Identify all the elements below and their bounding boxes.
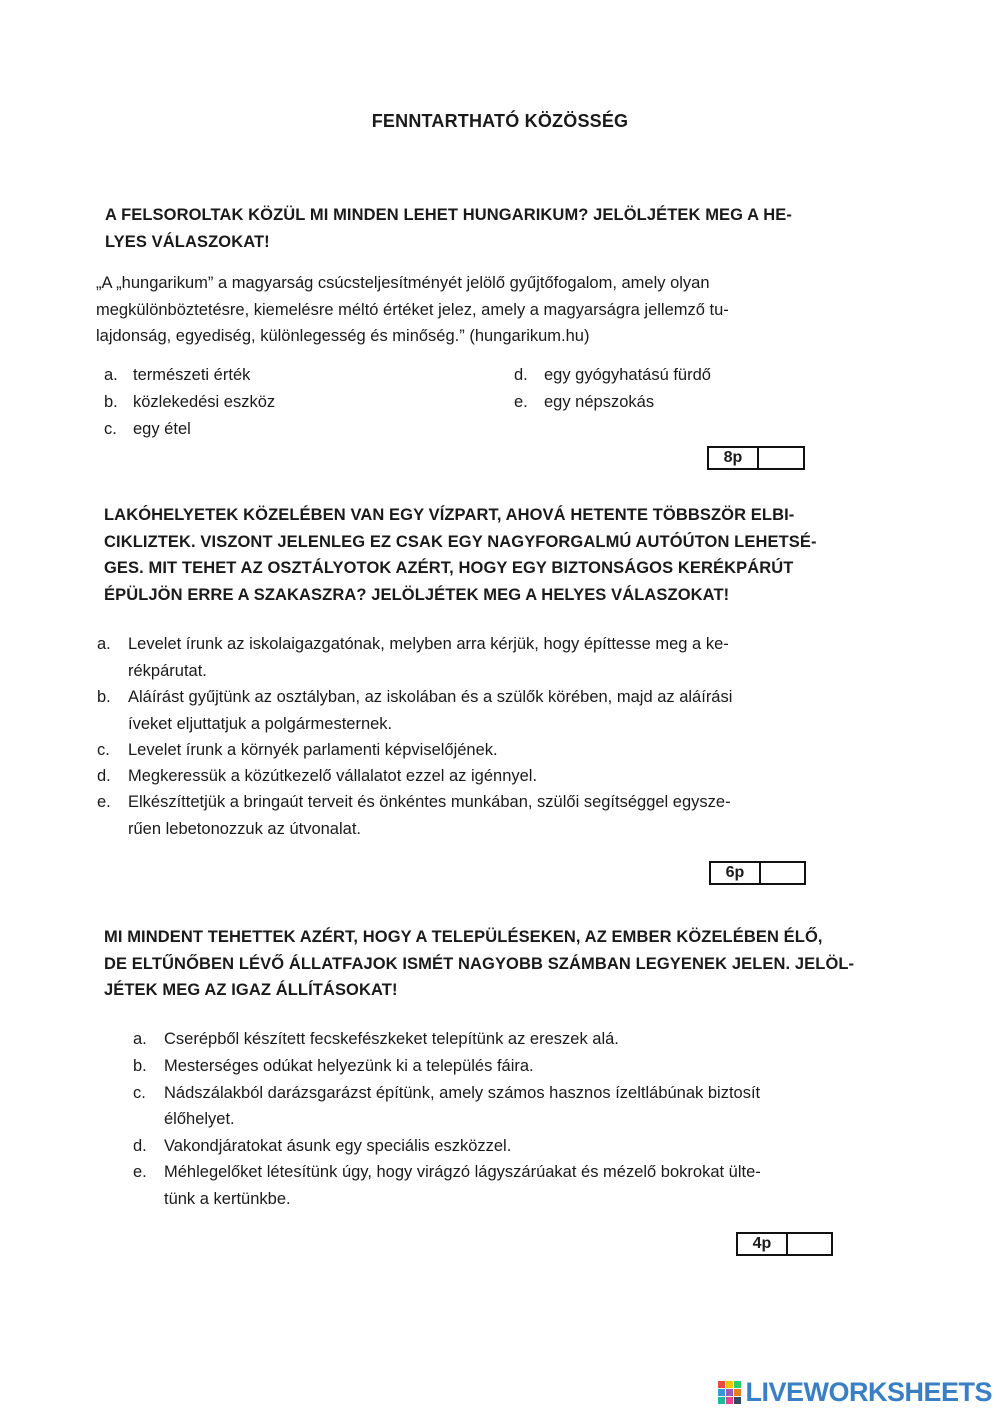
q2-heading-line: CIKLIZTEK. VISZONT JELENLEG EZ CSAK EGY NAGYFORGALMÚ AUTÓÚTON LEHETSÉ- — [104, 532, 817, 551]
option-text: Levelet írunk a környék parlamenti képviselőjének. — [128, 741, 498, 759]
option-text: tünk a kertünkbe. — [164, 1190, 291, 1208]
option-text: Elkészíttetjük a bringaút terveit és önkéntes munkában, szülői segítséggel egysze- — [128, 793, 731, 811]
q2-heading-line: GES. MIT TEHET AZ OSZTÁLYOTOK AZÉRT, HOGY EGY BIZTONSÁGOS KERÉKPÁRÚT — [104, 559, 794, 577]
option-text: egy népszokás — [544, 393, 655, 411]
q2-score-box — [709, 861, 806, 885]
q1-score-box — [707, 446, 805, 470]
logo-square — [718, 1381, 725, 1388]
q1-quote-line: lajdonság, egyediség, különlegesség és minőség.” (hungarikum.hu) — [96, 327, 590, 345]
q3-heading-line: MI MINDENT TEHETTEK AZÉRT, HOGY A TELEPÜLÉSEKEN, AZ EMBER KÖZELÉBEN ÉLŐ, — [104, 928, 823, 946]
option-letter: d. — [133, 1137, 147, 1155]
q2-heading-line: LAKÓHELYETEK KÖZELÉBEN VAN EGY VÍZPART, AHOVÁ HETENTE TÖBBSZÖR ELBI- — [104, 506, 795, 524]
option-letter: a. — [97, 635, 111, 653]
option-text: Aláírást gyűjtünk az osztályban, az iskolában és a szülők körében, majd az aláírási — [128, 688, 733, 706]
option-letter: e. — [97, 793, 111, 811]
option-text: rékpárutat. — [128, 662, 207, 680]
option-text: Cserépből készített fecskefészkeket telepítünk az ereszek alá. — [164, 1030, 619, 1048]
option-letter: b. — [104, 393, 118, 411]
logo-square — [734, 1389, 741, 1396]
score-input-area[interactable] — [788, 1234, 831, 1254]
q1-quote-line: „A „hungarikum” a magyarság csúcsteljesítményét jelölő gyűjtőfogalom, amely olyan — [96, 274, 710, 292]
score-label: 8p — [709, 448, 759, 468]
option-letter: d. — [514, 366, 528, 384]
option-letter: c. — [104, 420, 117, 438]
score-input-area[interactable] — [759, 448, 803, 468]
score-input-area[interactable] — [761, 863, 804, 883]
q2-heading — [104, 502, 817, 608]
option-text: Nádszálakból darázsgarázst építünk, amely számos hasznos ízeltlábúnak biztosít — [164, 1084, 761, 1102]
option-text: egy gyógyhatású fürdő — [544, 366, 711, 384]
option-text: Mesterséges odúkat helyezünk ki a település fáira. — [164, 1057, 534, 1075]
page-title: FENNTARTHATÓ KÖZÖSSÉG — [371, 111, 629, 131]
q2-heading-line: ÉPÜLJÖN ERRE A SZAKASZRA? JELÖLJÉTEK MEG A HELYES VÁLASZOKAT! — [104, 585, 730, 604]
q3-heading-line: JÉTEK MEG AZ IGAZ ÁLLÍTÁSOKAT! — [104, 981, 398, 999]
logo-square — [726, 1389, 733, 1396]
option-letter: c. — [97, 741, 110, 759]
option-letter: b. — [97, 688, 111, 706]
logo-square — [726, 1381, 733, 1388]
q3-score-box — [736, 1232, 833, 1256]
q3-heading — [104, 924, 854, 1004]
q1-heading-line: LYES VÁLASZOKAT! — [105, 232, 270, 251]
option-letter: a. — [104, 366, 118, 384]
option-letter: e. — [133, 1163, 147, 1181]
q1-heading — [105, 202, 792, 255]
liveworksheets-logo — [718, 1377, 992, 1407]
logo-square — [718, 1397, 725, 1404]
option-text: Vakondjáratokat ásunk egy speciális eszközzel. — [164, 1137, 512, 1155]
q1-quote — [96, 270, 729, 350]
option-letter: a. — [133, 1030, 147, 1048]
option-text: Méhlegelőket létesítünk úgy, hogy virágzó lágyszárúakat és mézelő bokrokat ülte- — [164, 1163, 761, 1181]
logo-square — [734, 1381, 741, 1388]
score-label: 6p — [711, 863, 761, 883]
option-text: közlekedési eszköz — [133, 393, 276, 411]
option-text: Levelet írunk az iskolaigazgatónak, melyben arra kérjük, hogy építtesse meg a ke- — [128, 635, 729, 653]
option-text: rűen lebetonozzuk az útvonalat. — [128, 820, 361, 838]
logo-square — [734, 1397, 741, 1404]
logo-grid-icon — [718, 1381, 741, 1404]
logo-square — [726, 1397, 733, 1404]
option-letter: c. — [133, 1084, 146, 1102]
q1-quote-line: megkülönböztetésre, kiemelésre méltó értéket jelez, amely a magyarságra jellemző tu- — [96, 300, 729, 319]
option-letter: b. — [133, 1057, 147, 1075]
option-text: Megkeressük a közútkezelő vállalatot ezzel az igénnyel. — [128, 767, 538, 785]
logo-square — [718, 1389, 725, 1396]
option-text: egy étel — [133, 420, 191, 438]
option-letter: e. — [514, 393, 528, 411]
option-text: íveket eljuttatjuk a polgármesternek. — [128, 715, 393, 733]
option-text: élőhelyet. — [164, 1110, 235, 1128]
q3-heading-line: DE ELTŰNŐBEN LÉVŐ ÁLLATFAJOK ISMÉT NAGYOBB SZÁMBAN LEGYENEK JELEN. JELÖL- — [104, 954, 855, 973]
q1-heading-line: A FELSOROLTAK KÖZÜL MI MINDEN LEHET HUNGARIKUM? JELÖLJÉTEK MEG A HE- — [105, 206, 792, 224]
score-label: 4p — [738, 1234, 788, 1254]
option-letter: d. — [97, 767, 111, 785]
option-text: természeti érték — [133, 366, 251, 384]
logo-text: LIVEWORKSHEETS — [745, 1376, 992, 1407]
